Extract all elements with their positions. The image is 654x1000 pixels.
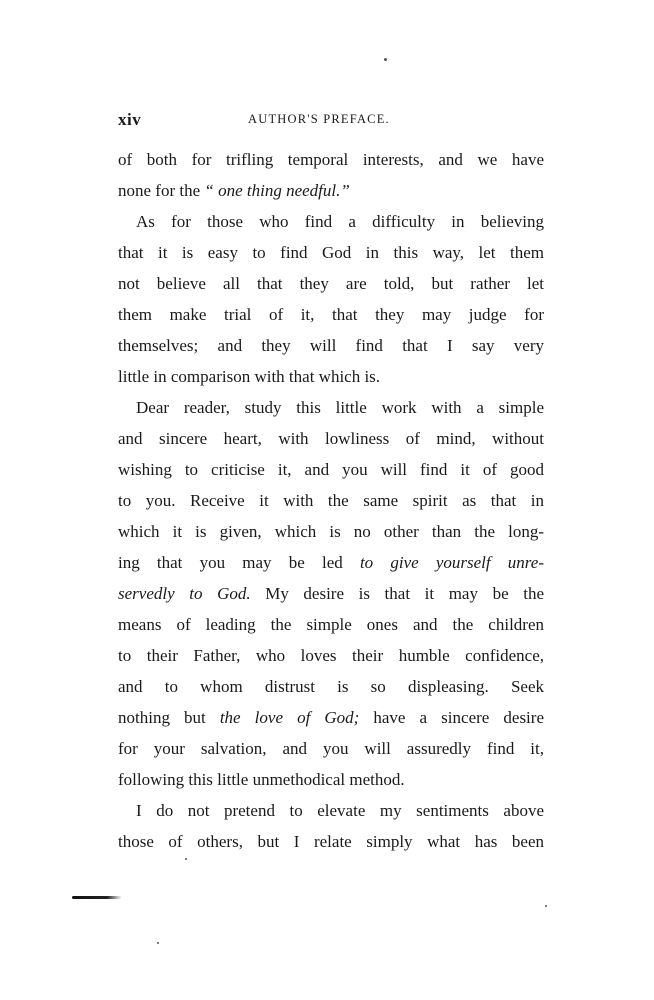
text-line: following this little unmethodical method. — [118, 770, 405, 789]
text-line: themselves; and they will find that I say very — [118, 336, 544, 355]
text-line: and to whom distrust is so displeasing. Seek — [118, 677, 544, 696]
text-span: nothing but — [118, 708, 220, 727]
text-line: wishing to criticise it, and you will find it of good — [118, 460, 544, 479]
ink-speck — [545, 905, 547, 907]
text-line: those of others, but I relate simply what has been — [118, 832, 544, 851]
page-header — [118, 110, 548, 130]
text-line: not believe all that they are told, but rather let — [118, 274, 544, 293]
text-line — [118, 578, 544, 609]
italic-phrase: the love of God; — [219, 708, 360, 727]
text-span: ing that you may be led — [118, 553, 360, 572]
text-line: I do not pretend to elevate my sentiments above — [136, 801, 544, 820]
page-number: xiv — [118, 110, 142, 129]
italic-phrase: to give yourself unre- — [359, 553, 544, 572]
text-line: means of leading the simple ones and the children — [118, 615, 544, 634]
ink-speck — [185, 858, 187, 860]
ink-speck — [157, 942, 159, 944]
text-line: Dear reader, study this little work with a simple — [136, 398, 544, 417]
italic-phrase: servedly to God. — [118, 584, 251, 603]
running-head: AUTHOR'S PREFACE. — [248, 112, 390, 126]
text-line: which it is given, which is no other than the long- — [118, 522, 544, 541]
text-line: to their Father, who loves their humble confidence, — [118, 646, 544, 665]
text-span: have a sincere desire — [359, 708, 544, 727]
text-line: them make trial of it, that they may judge for — [118, 305, 544, 324]
text-line: of both for trifling temporal interests, and we have — [118, 150, 544, 169]
text-line — [118, 547, 544, 578]
text-line: for your salvation, and you will assuredly find it, — [118, 739, 544, 758]
text-line: and sincere heart, with lowliness of mind, without — [118, 429, 544, 448]
text-span: none for the — [118, 181, 205, 200]
italic-quote: “ one thing needful.” — [204, 181, 350, 200]
text-line: to you. Receive it with the same spirit as that in — [118, 491, 544, 510]
ink-speck — [384, 58, 387, 61]
text-span: My desire is that it may be the — [250, 584, 544, 603]
ink-smudge — [72, 896, 122, 899]
text-line — [118, 175, 544, 206]
text-line — [118, 702, 544, 733]
body-text — [118, 144, 544, 857]
text-line: little in comparison with that which is. — [118, 367, 381, 386]
text-line: that it is easy to find God in this way, let them — [118, 243, 544, 262]
text-line: As for those who find a difficulty in believing — [136, 212, 544, 231]
